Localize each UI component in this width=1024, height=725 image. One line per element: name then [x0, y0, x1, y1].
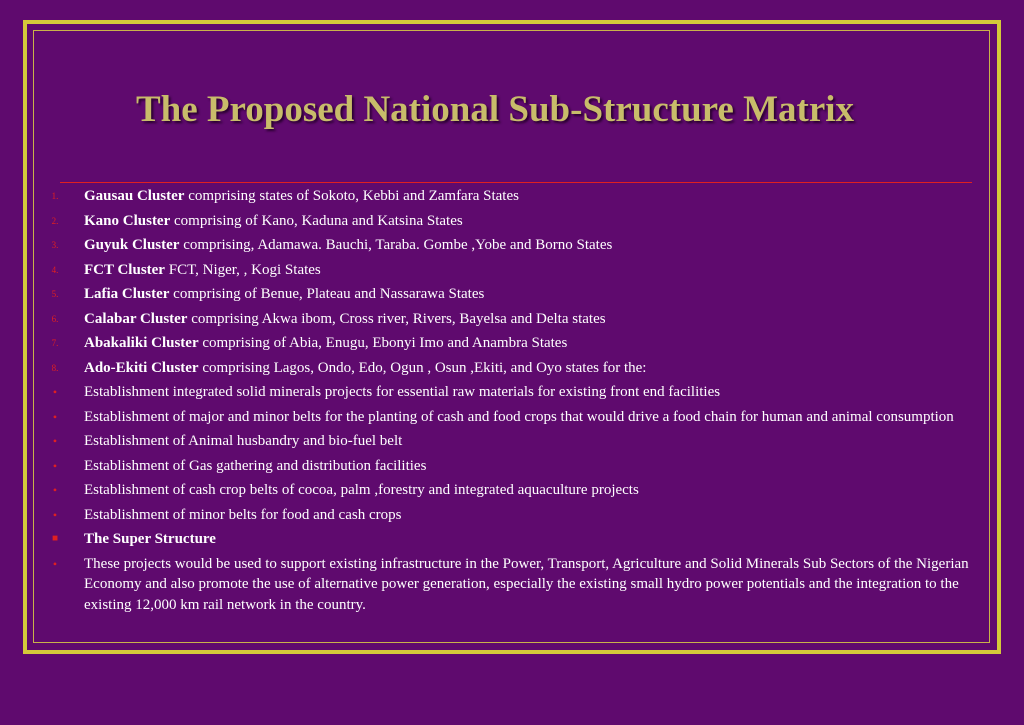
bullet-item [40, 431, 980, 452]
item-text: comprising of Benue, Plateau and Nassarawa States [169, 286, 485, 302]
list-marker: 4. [51, 264, 59, 275]
list-item-ado-ekiti [40, 358, 980, 379]
cluster-name: FCT Cluster [84, 261, 165, 278]
list-marker: 2. [51, 215, 59, 226]
section-heading-text: The Super Structure [84, 531, 216, 547]
list-item-abakaliki [40, 333, 980, 354]
item-text: Establishment of minor belts for food and cash crops [84, 506, 402, 523]
item-text: These projects would be used to support existing infrastructure in the Power, Transport, Agriculture and Solid Minerals Sub Sectors of the Nigerian Economy and also promote the use of alternative power generation, especially the existing small hydro power potentials and the integration to the existing 12,000 km rail network in the country. [84, 555, 969, 613]
list-marker: 6. [51, 313, 59, 324]
item-text: FCT, Niger, , Kogi States [164, 261, 321, 278]
cluster-name: Lafia Cluster [84, 286, 170, 302]
square-bullet-icon: ■ [51, 533, 59, 544]
list-item-gausau [40, 186, 980, 207]
item-text: Establishment of Animal husbandry and bio-fuel belt [84, 433, 403, 449]
list-item-kano [40, 211, 980, 232]
bullet-marker: • [52, 385, 58, 399]
section-heading-super-structure [40, 529, 980, 550]
list-marker: 3. [51, 240, 59, 250]
cluster-name: Guyuk Cluster [84, 237, 180, 253]
list-marker: 1. [51, 191, 59, 201]
item-text: comprising of Kano, Kaduna and Katsina States [170, 212, 463, 229]
item-text: comprising, Adamawa. Bauchi, Taraba. Gombe ,Yobe and Borno States [179, 237, 613, 253]
item-text: Establishment of cash crop belts of cocoa, palm ,forestry and integrated aquaculture projects [84, 482, 639, 498]
item-text: Establishment integrated solid minerals projects for essential raw materials for existing front end facilities [84, 384, 721, 400]
bullet-marker: • [52, 507, 58, 522]
item-text: Establishment of Gas gathering and distribution facilities [84, 457, 427, 474]
list-marker: 8. [51, 362, 59, 373]
cluster-name: Ado-Ekiti Cluster [84, 359, 199, 376]
bullet-marker: • [52, 556, 58, 571]
item-text: comprising states of Sokoto, Kebbi and Zamfara States [184, 188, 519, 204]
slide-content [40, 186, 980, 619]
item-text: comprising of Abia, Enugu, Ebonyi Imo and Anambra States [198, 335, 568, 351]
item-text: comprising Akwa ibom, Cross river, Rivers, Bayelsa and Delta states [187, 310, 606, 327]
list-item-fct [40, 260, 980, 281]
list-item-calabar [40, 309, 980, 330]
list-marker: 5. [51, 289, 59, 299]
slide-title-text: The Proposed National Sub-Structure Matrix [135, 89, 855, 130]
list-item-guyuk [40, 235, 980, 256]
bullet-item [40, 382, 980, 403]
cluster-name: Abakaliki Cluster [84, 335, 199, 351]
bullet-item [40, 505, 980, 526]
bullet-item [40, 456, 980, 477]
cluster-name: Calabar Cluster [84, 310, 188, 327]
bullet-marker: • [52, 483, 58, 497]
item-text: comprising Lagos, Ondo, Edo, Ogun , Osun ,Ekiti, and Oyo states for the: [198, 359, 647, 376]
title-divider [60, 182, 972, 183]
list-item-lafia [40, 284, 980, 305]
bullet-marker: • [52, 458, 58, 473]
bullet-item [40, 407, 980, 428]
item-text: Establishment of major and minor belts for the planting of cash and food crops that would drive a food chain for human and animal consumption [84, 408, 954, 425]
bullet-marker: • [52, 409, 58, 424]
bullet-item [40, 554, 980, 616]
cluster-name: Kano Cluster [84, 212, 171, 229]
slide-title [0, 90, 990, 130]
bullet-marker: • [52, 434, 58, 448]
bullet-item [40, 480, 980, 501]
list-marker: 7. [51, 338, 59, 348]
cluster-name: Gausau Cluster [84, 188, 185, 204]
